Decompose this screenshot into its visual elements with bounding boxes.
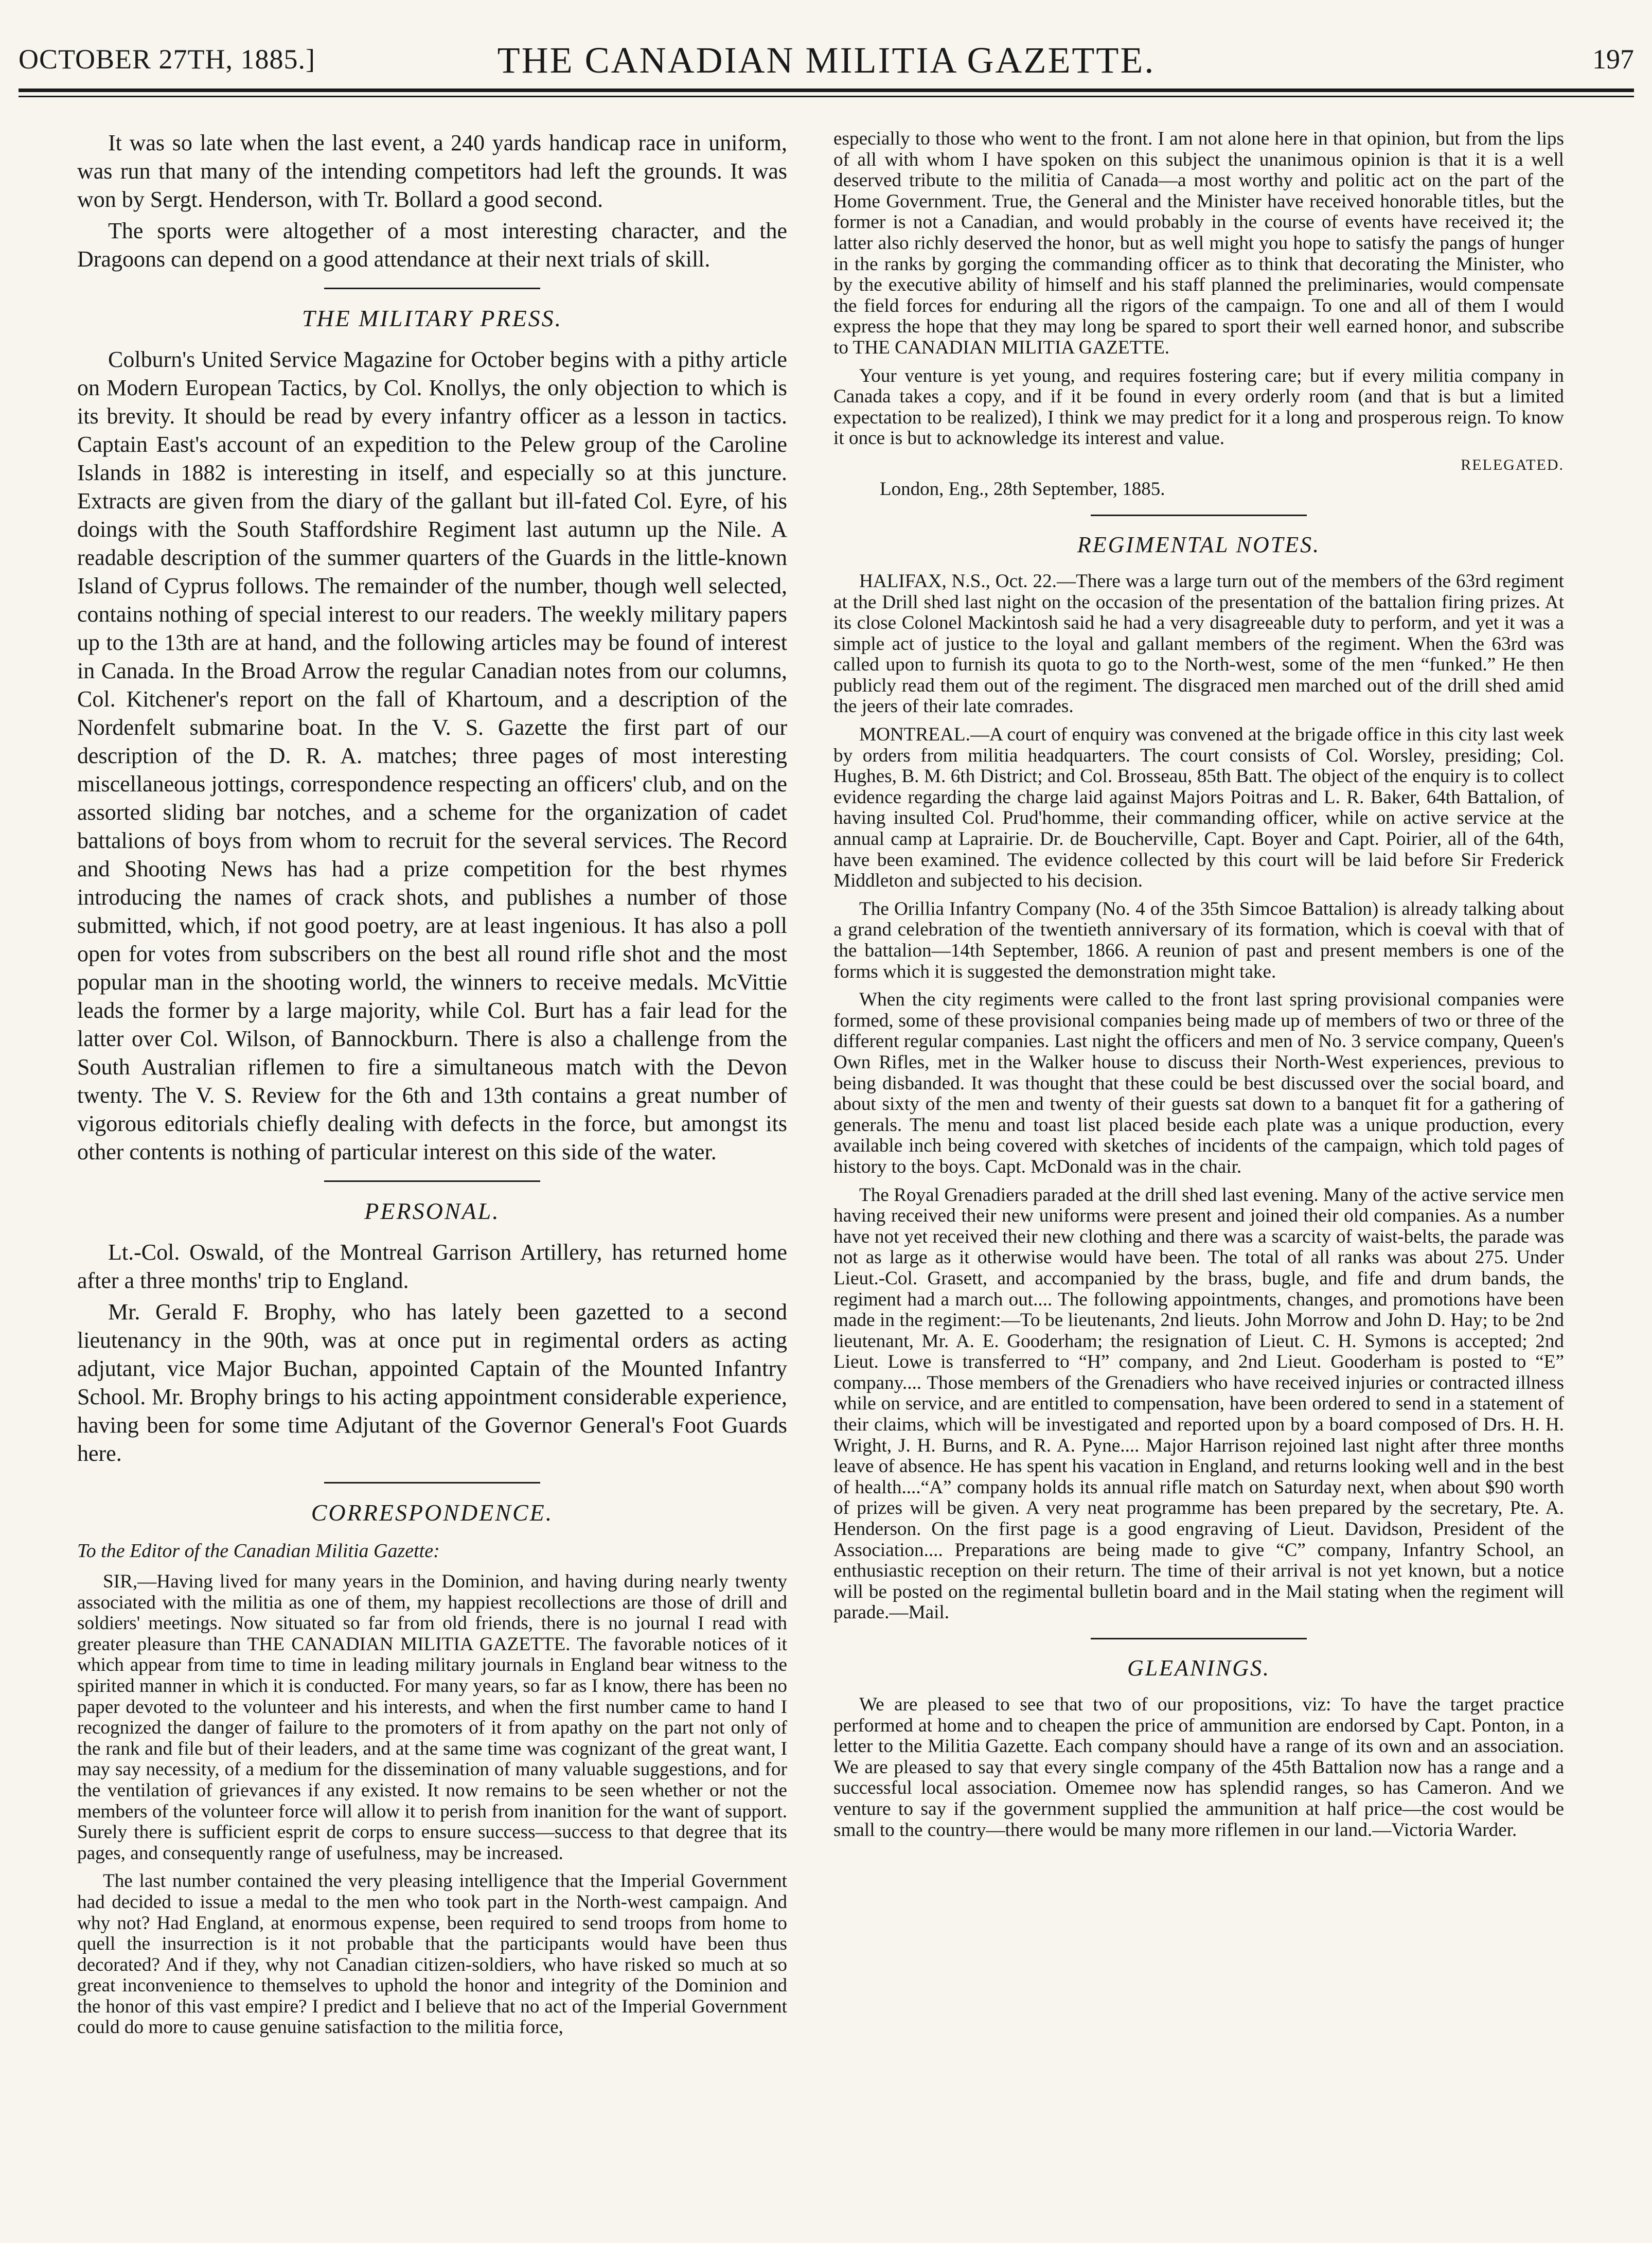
issue-date: OCTOBER 27TH, 1885.] xyxy=(19,44,316,75)
publication-title: THE CANADIAN MILITIA GAZETTE. xyxy=(497,40,1156,81)
correspondence-heading: CORRESPONDENCE. xyxy=(311,1499,554,1526)
section-divider xyxy=(324,288,540,289)
intro-paragraph-1: It was so late when the last event, a 240 yards handicap race in uniform, was run that many of the intending competitors had left the grounds. It was won by Sergt. Henderson, with Tr. Bollard a good second. xyxy=(77,130,787,212)
header-rule-thick xyxy=(19,89,1634,92)
right-column xyxy=(833,129,1564,1848)
page-header xyxy=(19,25,1634,81)
section-divider xyxy=(324,1482,540,1483)
letter-paragraph-2: The last number contained the very pleasing intelligence that the Imperial Government had decided to issue a medal to the men who took part in the North-west campaign. And why not? Had England, at enormous expense, been required to send troops from home to quell the insurrection is it not probable that the participants would have been thus decorated? And if they, why not Canadian citizen-soldiers, who have risked so much at so great inconvenience to themselves to uphold the honor and integrity of the Dominion and the honor of this vast empire? I predict and I believe that no act of the Imperial Government could do more to cause genuine satisfaction to the militia force, xyxy=(77,1870,787,2038)
regimental-note-orillia: The Orillia Infantry Company (No. 4 of the 35th Simcoe Battalion) is already talking about a grand celebration of the twentieth anniversary of its formation, which is coeval with that of the battalion—14th September, 1866. A reunion of past and present members is one of the forms which it is suggested the demonstration might take. xyxy=(833,898,1564,982)
military-press-heading: THE MILITARY PRESS. xyxy=(301,305,563,331)
intro-paragraph-2: The sports were altogether of a most interesting character, and the Dragoons can depend on a good attendance at their next trials of skill. xyxy=(77,218,787,272)
personal-paragraph-1: Lt.-Col. Oswald, of the Montreal Garrison Artillery, has returned home after a three months' trip to England. xyxy=(77,1240,787,1293)
gleanings-heading: GLEANINGS. xyxy=(1127,1655,1271,1681)
letter-paragraph-1: SIR,—Having lived for many years in the Dominion, and having during nearly twenty associated with the militia as one of them, my happiest recollections are those of drill and soldiers' meetings. Now situated so far from old friends, there is no journal I read with greater pleasure than THE CANADIAN MILITIA GAZETTE. The favorable notices of it which appear from time to time in leading military journals in England bear witness to the spirited manner in which it is conducted. For many years, so far as I know, there has been no paper devoted to the volunteer and his interests, and when the first number came to hand I recognized the danger of failure to the promoters of it from apathy on the part not only of the rank and file but of their leaders, and at the same time was cognizant of the great want, I may say necessity, of a medium for the dissemination of many valuable suggestions, and for the ventilation of grievances if any existed. It now remains to be seen whether or not the members of the volunteer force will allow it to perish from inanition for the want of support. Surely there is sufficient esprit de corps to ensure success—success to that degree that its pages, and consequently range of usefulness, may be increased. xyxy=(77,1571,787,1864)
regimental-note-grenadiers: The Royal Grenadiers paraded at the drill shed last evening. Many of the active service men having received their new uniforms were present and joined their old companies. As a number have not yet received their new clothing and there was a scarcity of waist-belts, the parade was not as large as it otherwise would have been. The total of all ranks was about 275. Under Lieut.-Col. Grasett, and accompanied by the brass, bugle, and fife and drum bands, the regiment had a march out.... The following appointments, changes, and promotions have been made in the regiment:—To be lieutenants, 2nd lieuts. John Morrow and John D. Hay; to be 2nd lieutenant, Mr. A. E. Gooderham; the resignation of Lieut. C. H. Symons is accepted; 2nd Lieut. Lowe is transferred to “H” company, and 2nd Lieut. Gooderham is posted to “E” company.... Those members of the Grenadiers who have received injuries or contracted illness while on service, and are entitled to compensation, have been ordered to send in a statement of their claims, which will be investigated and reported upon by a board composed of Drs. H. H. Wright, J. H. Burns, and R. A. Pyne.... Major Harrison rejoined last night after three months leave of absence. He has spent his vacation in England, and returns looking well and in the best of health....“A” company holds its annual rifle match on Saturday next, when about $90 worth of prizes will be given. A very neat programme has been prepared by the secretary, Pte. A. Henderson. On the first page is a good engraving of Lieut. Davidson, President of the Association.... Preparations are being made to give “C” company, Infantry School, an enthusiastic reception on their return. The time of their arrival is not yet known, but a notice will be posted on the regimental bulletin board and in the Mail stating when the regiment will parade.—Mail. xyxy=(833,1184,1564,1623)
regimental-note-montreal: MONTREAL.—A court of enquiry was convened at the brigade office in this city last week by orders from militia headquarters. The court consists of Col. Worsley, presiding; Col. Hughes, B. M. 6th District; and Col. Brosseau, 85th Batt. The object of the enquiry is to collect evidence regarding the charge laid against Majors Poitras and L. R. Baker, 64th Battalion, of having insulted Col. Prud'homme, their commanding officer, while on active service at the annual camp at Laprairie. Dr. de Boucherville, Capt. Boyer and Capt. Poirier, all of the 64th, have been examined. The evidence collected by this court will be laid before Sir Frederick Middleton and subjected to his decision. xyxy=(833,724,1564,892)
personal-paragraph-2: Mr. Gerald F. Brophy, who has lately been gazetted to a second lieutenancy in the 90th, was at once put in regimental orders as acting adjutant, vice Major Buchan, appointed Captain of the Mounted Infantry School. Mr. Brophy brings to his acting appointment considerable experience, having been for some time Adjutant of the Governor General's Foot Guards here. xyxy=(77,1299,787,1466)
letter-dateline: London, Eng., 28th September, 1885. xyxy=(880,478,1165,500)
letter-continued-paragraph-2: Your venture is yet young, and requires fostering care; but if every militia company in Canada takes a copy, and if it be found in every orderly room (and that is but a limited expectation to be realized), I think we may predict for it a long and prosperous reign. To know it once is but to acknowledge its interest and value. xyxy=(833,365,1564,449)
left-column xyxy=(77,129,787,2045)
regimental-note-halifax: HALIFAX, N.S., Oct. 22.—There was a large turn out of the members of the 63rd regiment at the Drill shed last night on the occasion of the presentation of the battalion firing prizes. At its close Colonel Mackintosh said he had a very disagreeable duty to perform, and yet it was a simple act of justice to the loyal and gallant members of the regiment. When the 63rd was called upon to furnish its quota to go to the North-west, some of the men “funked.” He then publicly read them out of the regiment. The disgraced men marched out of the drill shed amid the jeers of their late comrades. xyxy=(833,570,1564,717)
gleanings-paragraph: We are pleased to see that two of our propositions, viz: To have the target practice performed at home and to cheapen the price of ammunition are endorsed by Capt. Ponton, in a letter to the Militia Gazette. Each company should have a range of its own and an association. We are pleased to say that every single company of the 45th Battalion now has a range and a successful local association. Omemee now has splendid ranges, so has Cameron. And we venture to say if the government supplied the ammunition at half price—the cost would be small to the country—there would be many more riflemen in our land.—Victoria Warder. xyxy=(833,1694,1564,1841)
page-number: 197 xyxy=(1592,44,1634,75)
military-press-paragraph: Colburn's United Service Magazine for October begins with a pithy article on Modern European Tactics, by Col. Knollys, the only objection to which is its brevity. It should be read by every infantry officer as a lesson in tactics. Captain East's account of an expedition to the Pelew group of the Caroline Islands in 1882 is interesting in itself, and especially so at this juncture. Extracts are given from the diary of the gallant but ill-fated Col. Eyre, of his doings with the South Staffordshire Regiment last autumn up the Nile. A readable description of the summer quarters of the Guards in the little-known Island of Cyprus follows. The remainder of the number, though well selected, contains nothing of special interest to our readers. The weekly military papers up to the 13th are at hand, and the following articles may be found of interest in Canada. In the Broad Arrow the regular Canadian notes from our columns, Col. Kitchener's report on the fall of Khartoum, and a description of the Nordenfelt submarine boat. In the V. S. Gazette the first part of our description of the D. R. A. matches; three pages of most interesting miscellaneous jottings, correspondence respecting an officers' club, and on the assorted sliding bar notches, and a scheme for the organization of cadet battalions of boys from whom to recruit for the several services. The Record and Shooting News has had a prize competition for the best rhymes introducing the names of crack shots, and publishes a number of those submitted, which, if not good poetry, are at least ingenious. It has also a poll open for votes from subscribers on the best all round rifle shot and the most popular man in the shooting world, the winners to receive medals. McVittie leads the former by a large majority, while Col. Burt has a fair lead for the latter over Col. Wilson, of Bannockburn. There is also a challenge from the South Australian riflemen to fire a simultaneous match with the Devon twenty. The V. S. Review for the 6th and 13th contains a great number of vigorous editorials chiefly dealing with defects in the force, but amongst its other contents is nothing of particular interest on this side of the water. xyxy=(77,347,787,1164)
letter-continued-paragraph-1: especially to those who went to the front. I am not alone here in that opinion, but from the lips of all with whom I have spoken on this subject the unanimous opinion is that it is a well deserved tribute to the militia of Canada—a most worthy and politic act on the part of the Home Government. True, the General and the Minister have received honorable titles, but the former is not a Canadian, and would probably in the course of events have received it; the latter also richly deserved the honor, but as well might you hope to satisfy the pangs of hunger in the ranks by gorging the commanding officer as to think that decorating the Minister, who by the executive ability of himself and his staff planned the preliminaries, would compensate the field forces for enduring all the rigors of the campaign. To one and all of them I would express the hope that they may long be spared to sport their well earned honor, and subscribe to THE CANADIAN MILITIA GAZETTE. xyxy=(833,128,1564,358)
regimental-note-queens-own: When the city regiments were called to the front last spring provisional companies were formed, some of these provisional companies being made up of members of two or three of the different regular companies. Last night the officers and men of No. 3 service company, Queen's Own Rifles, met in the Walker house to discuss their North-West experiences, previous to being disbanded. It was thought that these could be best discussed over the social board, and about sixty of the men and twenty of their guests sat down to a banquet fit for a gathering of generals. The menu and toast list placed beside each plate was a unique production, every available inch being covered with sketches of incidents of the campaign, which told pages of history to the boys. Capt. McDonald was in the chair. xyxy=(833,989,1564,1177)
section-divider xyxy=(324,1180,540,1182)
letter-signoff: RELEGATED. xyxy=(1461,456,1564,473)
letter-salutation: To the Editor of the Canadian Militia Gazette: xyxy=(77,1540,440,1562)
personal-heading: PERSONAL. xyxy=(364,1198,500,1224)
regimental-notes-heading: REGIMENTAL NOTES. xyxy=(1077,532,1321,557)
section-divider xyxy=(1091,515,1307,516)
section-divider xyxy=(1091,1638,1307,1639)
header-rule-thin xyxy=(19,96,1634,97)
